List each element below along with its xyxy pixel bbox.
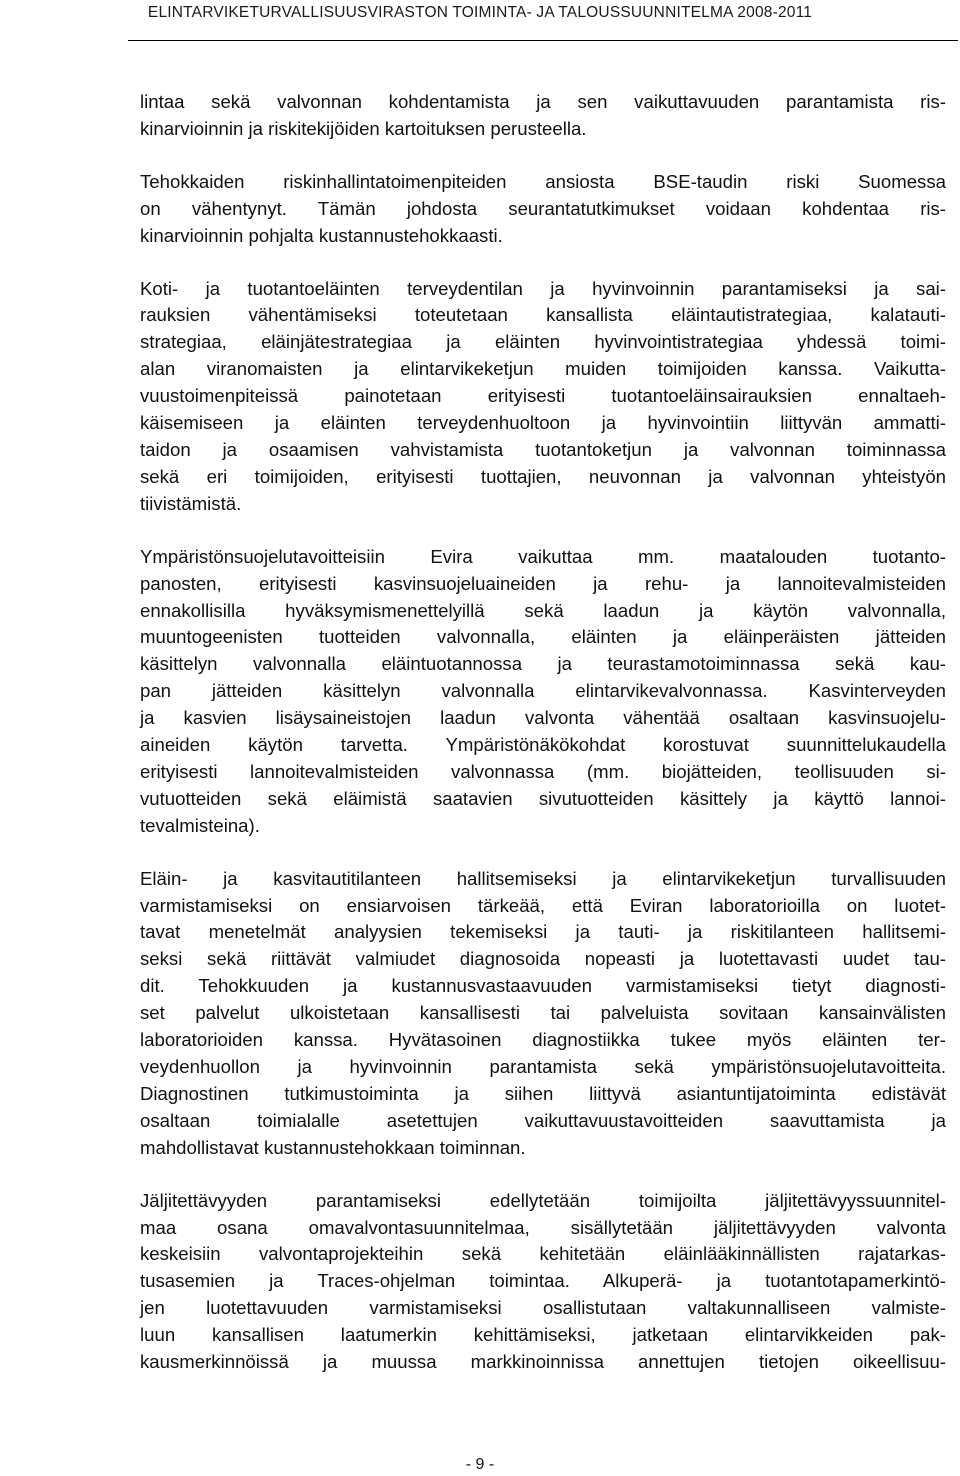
paragraph-line: vutuotteiden sekä eläimistä saatavien sivutuotteiden käsittely ja käyttö lannoi- — [140, 787, 946, 809]
paragraph-line: rauksien vähentämiseksi toteutetaan kansallista eläintautistrategiaa, kalatauti- — [140, 304, 946, 326]
paragraph-line: tevalmisteina). — [140, 814, 260, 836]
paragraph-line: maa osana omavalvontasuunnitelmaa, sisällytetään jäljitettävyyden valvonta — [140, 1216, 946, 1238]
paragraph-line: dit. Tehokkuuden ja kustannusvastaavuuden varmistamiseksi tietyt diagnosti- — [140, 975, 946, 997]
paragraph-line: laboratorioiden kanssa. Hyvätasoinen diagnostiikka tukee myös eläinten ter- — [140, 1029, 946, 1051]
paragraph-line: veydenhuollon ja hyvinvoinnin parantamista sekä ympäristönsuojelutavoitteita. — [140, 1056, 946, 1077]
paragraph-line: aineiden käytön tarvetta. Ympäristönäkökohdat korostuvat suunnittelukaudella — [140, 734, 946, 756]
paragraph — [140, 1188, 946, 1376]
paragraph-line: strategiaa, eläinjätestrategiaa ja eläinten hyvinvointistrategiaa yhdessä toimi- — [140, 331, 946, 353]
running-header — [0, 0, 960, 42]
paragraph — [140, 866, 946, 1162]
paragraph — [140, 169, 946, 250]
paragraph-line: kausmerkinnöissä ja muussa markkinoinnissa annettujen tietojen oikeellisuu- — [140, 1351, 946, 1373]
paragraph-line: Koti- ja tuotantoeläinten terveydentilan ja hyvinvoinnin parantamiseksi ja sai- — [140, 277, 946, 299]
paragraph-line: kinarvioinnin pohjalta kustannustehokkaasti. — [140, 224, 503, 246]
paragraph-line: ja kasvien lisäysaineistojen laadun valvonta vähentää osaltaan kasvinsuojelu- — [140, 707, 946, 729]
paragraph-line: on vähentynyt. Tämän johdosta seurantatutkimukset voidaan kohdentaa ris- — [140, 197, 946, 219]
paragraph — [140, 89, 946, 143]
paragraph-line: osaltaan toimialalle asetettujen vaikuttavuustavoitteiden saavuttamista ja — [140, 1109, 946, 1131]
paragraph-line: sekä eri toimijoiden, erityisesti tuottajien, neuvonnan ja valvonnan yhteistyön — [140, 465, 946, 487]
paragraph-line: kinarvioinnin ja riskitekijöiden kartoituksen perusteella. — [140, 117, 587, 139]
paragraph-line: lintaa sekä valvonnan kohdentamista ja sen vaikuttavuuden parantamista ris- — [140, 91, 946, 112]
header-title: ELINTARVIKETURVALLISUUSVIRASTON TOIMINTA- JA TALOUSSUUNNITELMA 2008-2011 — [147, 4, 813, 21]
paragraph-line: tiivistämistä. — [140, 492, 242, 514]
paragraph-line: Eläin- ja kasvitautitilanteen hallitsemiseksi ja elintarvikeketjun turvallisuuden — [140, 867, 946, 889]
paragraph-line: varmistamiseksi on ensiarvoisen tärkeää, että Eviran laboratorioilla on luotet- — [140, 894, 946, 916]
document-body — [140, 89, 946, 1376]
paragraph-line: ennakollisilla hyväksymismenettelyillä sekä laadun ja käytön valvonnalla, — [140, 599, 946, 621]
paragraph-line: Jäljitettävyyden parantamiseksi edellytetään toimijoilta jäljitettävyyssuunnitel- — [140, 1189, 946, 1211]
paragraph — [140, 544, 946, 840]
paragraph-line: muuntogeenisten tuotteiden valvonnalla, eläinten ja eläinperäisten jätteiden — [140, 626, 946, 648]
paragraph-line: tusasemien ja Traces-ohjelman toimintaa. Alkuperä- ja tuotantotapamerkintö- — [140, 1270, 946, 1292]
header-rule — [128, 40, 958, 41]
paragraph-line: panosten, erityisesti kasvinsuojeluaineiden ja rehu- ja lannoitevalmisteiden — [140, 572, 946, 594]
paragraph-line: pan jätteiden käsittelyn valvonnalla elintarvikevalvonnassa. Kasvinterveyden — [140, 680, 946, 702]
paragraph-line: Diagnostinen tutkimustoiminta ja siihen liittyvä asiantuntijatoiminta edistävät — [140, 1082, 946, 1104]
paragraph-line: käisemiseen ja eläinten terveydenhuoltoon ja hyvinvointiin liittyvän ammatti- — [140, 412, 946, 434]
paragraph-line: Ympäristönsuojelutavoitteisiin Evira vaikuttaa mm. maatalouden tuotanto- — [140, 545, 946, 567]
paragraph-line: Tehokkaiden riskinhallintatoimenpiteiden ansiosta BSE-taudin riski Suomessa — [140, 170, 946, 192]
paragraph-line: vuustoimenpiteissä painotetaan erityisesti tuotantoeläinsairauksien ennaltaeh- — [140, 385, 946, 407]
page-number: - 9 - — [465, 1456, 495, 1473]
paragraph-line: set palvelut ulkoistetaan kansallisesti tai palveluista sovitaan kansainvälisten — [140, 1002, 946, 1024]
paragraph — [140, 276, 946, 518]
paragraph-line: käsittelyn valvonnalla eläintuotannossa ja teurastamotoiminnassa sekä kau- — [140, 653, 946, 675]
paragraph-line: keskeisiin valvontaprojekteihin sekä kehitetään eläinlääkinnällisten rajatarkas- — [140, 1243, 946, 1265]
paragraph-line: seksi sekä riittävät valmiudet diagnosoida nopeasti ja luotettavasti uudet tau- — [140, 948, 946, 970]
paragraph-line: taidon ja osaamisen vahvistamista tuotantoketjun ja valvonnan toiminnassa — [140, 438, 946, 460]
paragraph-line: mahdollistavat kustannustehokkaan toiminnan. — [140, 1136, 526, 1158]
paragraph-line: jen luotettavuuden varmistamiseksi osallistutaan valtakunnalliseen valmiste- — [140, 1297, 946, 1319]
paragraph-line: luun kansallisen laatumerkin kehittämiseksi, jatketaan elintarvikkeiden pak- — [140, 1324, 946, 1346]
paragraph-line: tavat menetelmät analyysien tekemiseksi ja tauti- ja riskitilanteen hallitsemi- — [140, 921, 946, 943]
paragraph-line: erityisesti lannoitevalmisteiden valvonnassa (mm. biojätteiden, teollisuuden si- — [140, 760, 946, 782]
paragraph-line: alan viranomaisten ja elintarvikeketjun muiden toimijoiden kanssa. Vaikutta- — [140, 358, 946, 380]
